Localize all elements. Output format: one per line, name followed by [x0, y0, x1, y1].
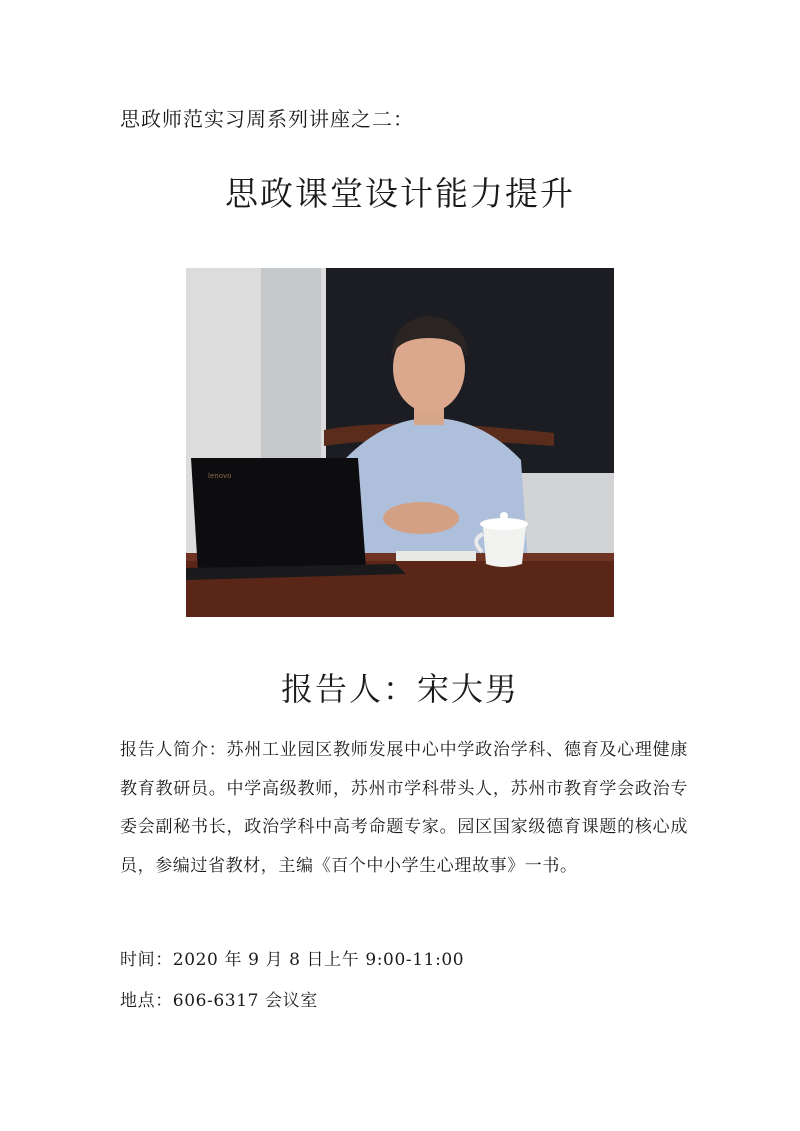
hands — [383, 502, 459, 534]
series-title: 思政师范实习周系列讲座之二： — [120, 107, 414, 131]
speaker-photo — [186, 268, 614, 617]
speaker-bio: 报告人简介：苏州工业园区教师发展中心中学政治学科、德育及心理健康教育教研员。中学高级教师，苏州市学科带头人，苏州市教育学会政治专委会副秘书长，政治学科中高考命题专家。园区国家级德育课题的核心成员，参编过省教材，主编《百个中小学生心理故事》一书。 — [120, 740, 688, 876]
laptop-brand-logo: lenovo — [208, 472, 232, 480]
lecture-title: 思政课堂设计能力提升 — [225, 174, 575, 213]
lecture-time: 时间：2020 年 9 月 8 日上午 9:00-11:00 — [120, 950, 465, 970]
papers — [396, 551, 476, 561]
lecture-place: 地点：606-6317 会议室 — [120, 991, 318, 1011]
teacup-knob — [500, 512, 508, 520]
speaker-name: 报告人：宋大男 — [280, 670, 519, 708]
speaker-photo-illustration — [186, 268, 614, 617]
teacup — [483, 526, 526, 567]
